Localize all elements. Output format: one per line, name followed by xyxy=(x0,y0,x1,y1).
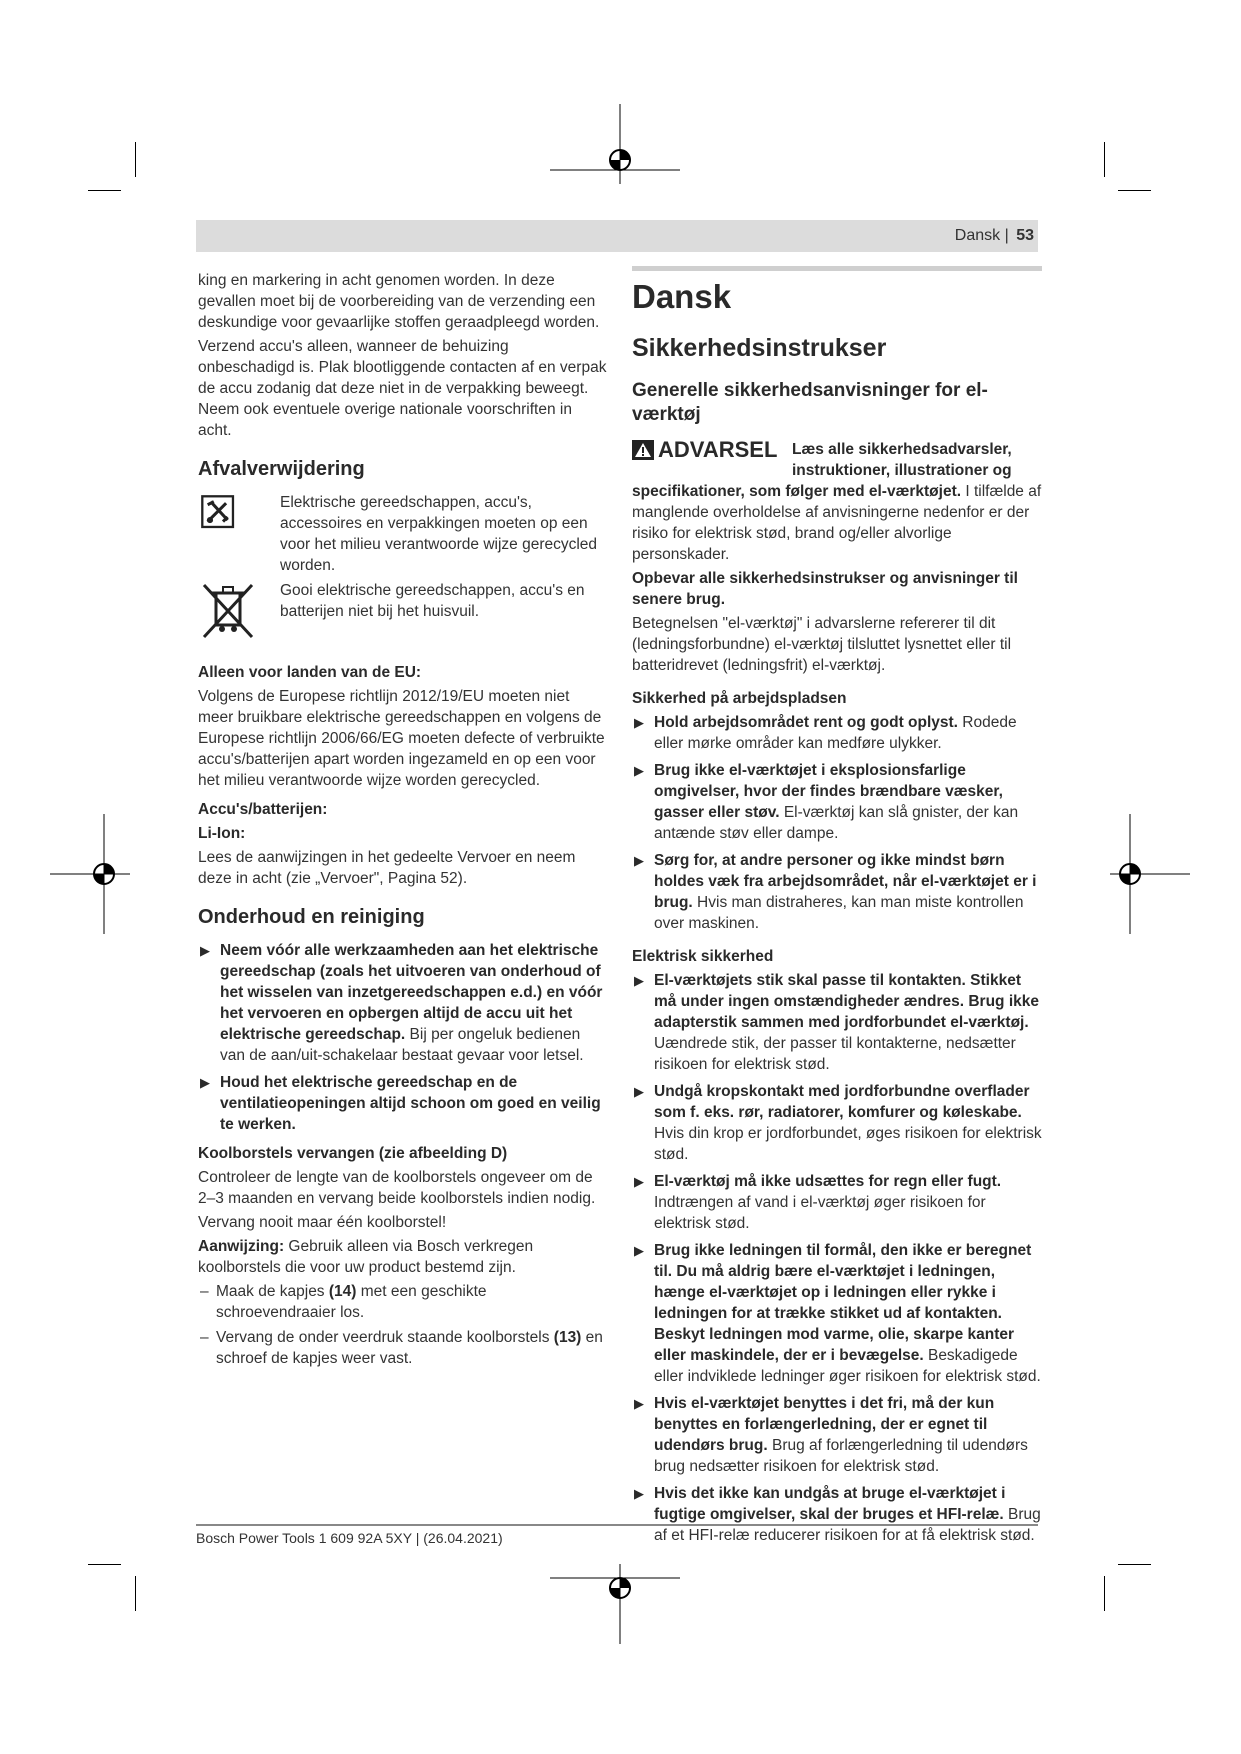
paragraph: Opbevar alle sikkerhedsinstrukser og anvisninger til senere brug. xyxy=(632,570,1018,608)
afval-text-1: Elektrische gereedschappen, accu's, accessoires en verpakkingen moeten op een voor het milieu verantwoorde wijze gerecycled worden. xyxy=(280,494,598,574)
list-item: ▶ Houd het elektrische gereedschap en de ventilatieopeningen altijd schoon om goed en veilig te werken. xyxy=(200,1074,601,1133)
list-item: – Maak de kapjes (14) met een geschikte schroevendraaier los. xyxy=(200,1283,487,1321)
crop-mark xyxy=(1118,190,1151,191)
bullet-arrow-icon: ▶ xyxy=(634,763,644,778)
bullet-arrow-icon: ▶ xyxy=(634,1084,644,1099)
crossed-bin-icon xyxy=(198,580,258,642)
registration-mark-right xyxy=(1110,814,1190,934)
heading-eu: Alleen voor landen van de EU: xyxy=(198,664,422,681)
list-item: ▶ Hvis el-værktøjet benyttes i det fri, må der kun benyttes en forlængerledning, der er egnet til udendørs brug. Brug af forlængerledning til udendørs brug nedsætter risikoen for elektrisk stød. xyxy=(634,1395,1028,1475)
list-item: ▶ Brug ikke el-værktøjet i eksplosionsfarlige omgivelser, hvor der findes brændbare væsker, gasser eller støv. El-værktøj kan slå gnister, der kan antænde støv eller dampe. xyxy=(634,762,1019,842)
crop-mark xyxy=(1104,1576,1105,1611)
note: Aanwijzing: Gebruik alleen via Bosch verkregen koolborstels die voor uw product bestemd zijn. xyxy=(198,1238,534,1276)
section-rule xyxy=(632,266,1042,271)
recycle-row xyxy=(198,492,608,576)
right-column xyxy=(632,266,1042,1552)
crop-mark xyxy=(88,190,121,191)
page-title: Dansk xyxy=(632,278,732,315)
warning-triangle-icon xyxy=(632,440,654,460)
bullet-arrow-icon: ▶ xyxy=(634,1243,644,1258)
header-language: Dansk xyxy=(954,227,1001,244)
heading-koolborstels: Koolborstels vervangen (zie afbeelding D) xyxy=(198,1145,508,1162)
paragraph: Volgens de Europese richtlijn 2012/19/EU moeten niet meer bruikbare elektrische gereedschappen en volgens de Europese richtlijn 2006/66/EG moeten defecte of verbruikte accu's/batterijen apart worden ingezameld en op een voor het milieu verantwoorde wijze worden gerecycled. xyxy=(198,688,605,789)
subsection-title: Generelle sikkerhedsanvisninger for el-værktøj xyxy=(632,380,988,425)
weee-row xyxy=(198,580,608,642)
list-item: ▶ Hold arbejdsområdet rent og godt oplyst. Rodede eller mørke områder kan medføre ulykker. xyxy=(634,714,1017,752)
crop-mark xyxy=(135,1576,136,1611)
footer-rule xyxy=(196,1524,1038,1526)
list-item: – Vervang de onder veerdruk staande koolborstels (13) en schroef de kapjes weer vast. xyxy=(200,1329,603,1367)
crop-mark xyxy=(88,1564,121,1565)
header-bar xyxy=(196,220,1038,252)
warning-block xyxy=(632,439,1042,568)
list-item: ▶ Neem vóór alle werkzaamheden aan het elektrische gereedschap (zoals het uitvoeren van onderhoud of het wisselen van inzetgereedschappen e.d.) en vóór het vervoeren en opbergen altijd de accu uit het elektrische gereedschap. Bij per ongeluk bedienen van de aan/uit-schakelaar bestaat gevaar voor letsel. xyxy=(200,942,603,1064)
afval-text-2: Gooi elektrische gereedschappen, accu's en batterijen niet bij het huisvuil. xyxy=(280,582,585,620)
heading-afvalverwijdering: Afvalverwijdering xyxy=(198,458,365,480)
crop-mark xyxy=(1118,1564,1151,1565)
paragraph: king en markering in acht genomen worden. In deze gevallen moet bij de voorbereiding van de verzending een deskundige voor gevaarlijke stoffen geraadpleegd worden. xyxy=(198,272,600,331)
bullet-arrow-icon: ▶ xyxy=(634,973,644,988)
paragraph: Controleer de lengte van de koolborstels ongeveer om de 2–3 maanden en vervang beide koolborstels indien nodig. xyxy=(198,1169,596,1207)
heading-onderhoud: Onderhoud en reiniging xyxy=(198,906,425,928)
section-title: Sikkerhedsinstrukser xyxy=(632,334,887,362)
registration-mark-left xyxy=(50,814,130,934)
page-number: 53 xyxy=(1016,227,1034,244)
registration-mark-bottom xyxy=(550,1564,690,1644)
paragraph: Vervang nooit maar één koolborstel! xyxy=(198,1214,447,1231)
list-item: ▶ El-værktøjets stik skal passe til kontakten. Stikket må under ingen omstændigheder ændres. Brug ikke adapterstik sammen med jordforbundet el-værktøj. Uændrede stik, der passer til kontakterne, nedsætter risikoen for elektrisk stød. xyxy=(634,972,1039,1073)
paragraph: Verzend accu's alleen, wanneer de behuizing onbeschadigd is. Plak blootliggende contacten af en verpak de accu zodanig dat deze niet in de verpakking beweegt. Neem ook eventuele overige nationale voorschriften in acht. xyxy=(198,338,607,439)
heading-accu: Accu's/batterijen: xyxy=(198,801,328,818)
warning-text: Læs alle sikkerhedsadvarsler, instruktioner, illustrationer og specifikationer, som følger med el-værktøjet. I tilfælde af manglende overholdelse af anvisningerne nedenfor er der risiko for elektrisk stød, brand og/eller alvorlige personskader. xyxy=(632,441,1042,563)
heading-elektrisk: Elektrisk sikkerhed xyxy=(632,948,774,965)
heading-liion: Li-Ion: xyxy=(198,825,246,842)
bullet-arrow-icon: ▶ xyxy=(200,943,210,958)
list-item: ▶ Sørg for, at andre personer og ikke mindst børn holdes væk fra arbejdsområdet, når el-værktøjet er i brug. Hvis man distraheres, kan man miste kontrollen over maskinen. xyxy=(634,852,1037,932)
bullet-arrow-icon: ▶ xyxy=(634,1486,644,1501)
page-footer: Bosch Power Tools 1 609 92A 5XY | (26.04.2021) xyxy=(196,1530,503,1546)
heading-arbejdspladsen: Sikkerhed på arbejdspladsen xyxy=(632,690,847,707)
bullet-arrow-icon: ▶ xyxy=(634,853,644,868)
paragraph: Lees de aanwijzingen in het gedeelte Vervoer en neem deze in acht (zie „Vervoer", Pagina 52). xyxy=(198,849,576,887)
left-column xyxy=(198,270,608,1373)
list-item: ▶ Brug ikke ledningen til formål, den ikke er beregnet til. Du må aldrig bære el-værktøjet i ledningen, hænge el-værktøjet op i ledningen eller rykke i ledningen for at trække stikket ud af kontakten. Beskyt ledningen mod varme, olie, skarpe kanter eller maskindele, der er i bevægelse. Beskadigede eller indviklede ledninger øger risikoen for elektrisk stød. xyxy=(634,1242,1041,1385)
list-item: ▶ El-værktøj må ikke udsættes for regn eller fugt. Indtrængen af vand i el-værktøj øger risikoen for elektrisk stød. xyxy=(634,1173,1002,1232)
list-item: ▶ Undgå kropskontakt med jordforbundne overflader som f. eks. rør, radiatorer, komfurer og køleskabe. Hvis din krop er jordforbundet, øges risikoen for elektrisk stød. xyxy=(634,1083,1042,1163)
bullet-arrow-icon: ▶ xyxy=(634,1174,644,1189)
list-item: ▶ Hvis det ikke kan undgås at bruge el-værktøjet i fugtige omgivelser, skal der bruges et HFI-relæ. Brug af et HFI-relæ reducerer risikoen for at få elektrisk stød. xyxy=(634,1485,1041,1544)
paragraph: Betegnelsen "el-værktøj" i advarslerne refererer til dit (ledningsforbundne) el-værktøj tilsluttet lysnettet eller til batteridrevet (ledningsfrit) el-værktøj. xyxy=(632,615,1012,674)
crop-mark xyxy=(135,142,136,177)
header-separator: | xyxy=(1004,227,1009,244)
page-header xyxy=(955,227,1034,245)
bullet-arrow-icon: ▶ xyxy=(634,715,644,730)
bullet-arrow-icon: ▶ xyxy=(634,1396,644,1411)
bullet-arrow-icon: ▶ xyxy=(200,1075,210,1090)
recycle-tools-icon xyxy=(200,494,246,540)
warning-label: ADVARSEL xyxy=(632,439,782,479)
registration-mark-top xyxy=(550,104,690,184)
crop-mark xyxy=(1104,142,1105,177)
